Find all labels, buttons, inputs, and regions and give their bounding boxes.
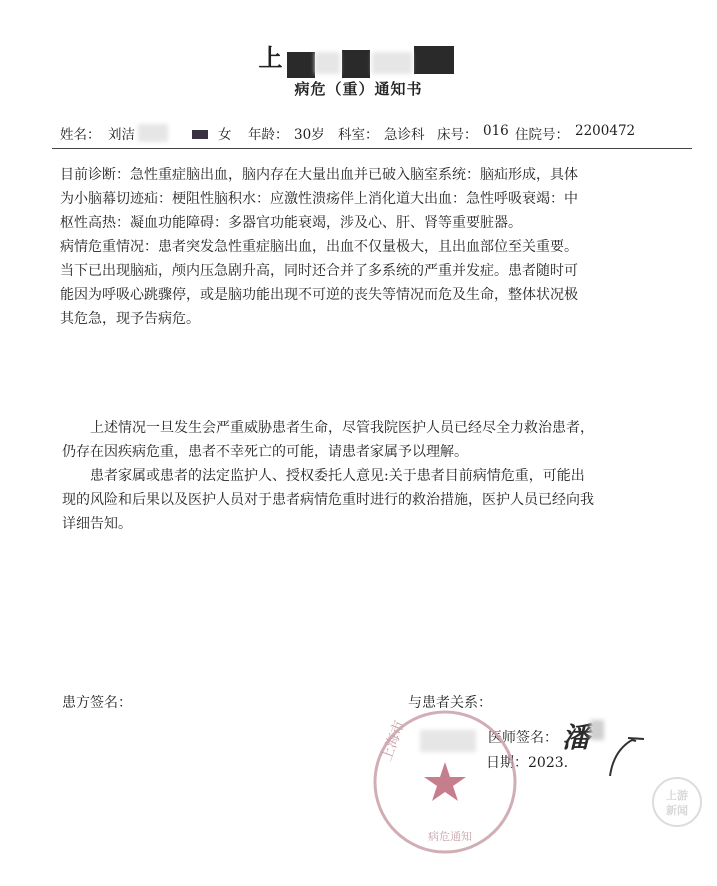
patient-signature-label: 患方签名：: [62, 695, 132, 711]
opinion-line: 现的风险和后果以及医护人员对于患者病情危重时进行的救治措施，医护人员已经向我: [62, 492, 594, 508]
date-label: 日期：2023.: [486, 755, 569, 771]
name-value: 刘洁: [108, 127, 135, 143]
relation-label: 与患者关系：: [408, 695, 492, 711]
diagnosis-line: 枢性高热：凝血功能障碍：多器官功能衰竭，涉及心、肝、肾等重要脏器。: [60, 215, 522, 231]
condition-line: 其危急，现予告病危。: [60, 311, 200, 327]
notice-line: 仍存在因疾病危重，患者不幸死亡的可能，请患者家属予以理解。: [62, 444, 468, 460]
family-opinion-paragraph: [62, 464, 594, 536]
condition-line: 能因为呼吸心跳骤停，或是脑功能出现不可逆的丧失等情况而危及生命，整体状况极: [60, 287, 578, 303]
diagnosis-line: 为小脑幕切迹疝：梗阻性脑积水：应激性溃疡伴上消化道大出血：急性呼吸衰竭：中: [60, 191, 578, 207]
redaction-block: [414, 46, 454, 74]
stamp-bottom-text: 病危通知: [428, 830, 472, 843]
dept-label: 科室：: [338, 127, 379, 143]
redaction-block: [342, 50, 370, 78]
document-title: 病危（重）通知书: [294, 80, 423, 98]
gender-value: 女: [218, 127, 232, 143]
notice-paragraph: [62, 416, 594, 464]
condition-line: 病情危重情况：患者突发急性重症脑出血，出血不仅量极大，且出血部位至关重要。: [60, 239, 578, 255]
condition-paragraph: [60, 235, 578, 331]
bed-label: 床号：: [437, 127, 478, 143]
doctor-signature-char: 潘: [562, 721, 591, 754]
age-label: 年龄：: [248, 127, 289, 143]
redaction-blur: [372, 52, 412, 74]
redaction-blur: [315, 52, 340, 74]
watermark-line1: 上游: [666, 789, 688, 802]
redaction-block: [192, 130, 208, 139]
diagnosis-paragraph: [60, 163, 578, 235]
bed-value: 016: [483, 123, 509, 139]
opinion-line: 详细告知。: [62, 516, 132, 532]
dept-value: 急诊科: [384, 127, 425, 143]
redaction-blur: [138, 124, 168, 142]
news-watermark: [651, 776, 703, 828]
age-value: 30岁: [294, 127, 325, 143]
doctor-signature-label: 医师签名：: [488, 730, 558, 746]
notice-line: 上述情况一旦发生会严重威胁患者生命，尽管我院医护人员已经尽全力救治患者，: [90, 420, 594, 436]
redaction-block: [287, 52, 315, 78]
opinion-line: 患者家属或患者的法定监护人、授权委托人意见:关于患者目前病情危重，可能出: [90, 468, 585, 484]
signature-scribble: [598, 732, 648, 782]
watermark-line2: 新闻: [666, 804, 688, 817]
condition-line: 当下已出现脑疝，颅内压急剧升高，同时还合并了多系统的严重并发症。患者随时可: [60, 263, 578, 279]
header-rule: [52, 148, 692, 149]
admission-value: 2200472: [575, 123, 636, 139]
hospital-stamp: [372, 700, 518, 864]
stamp-text: 上海市: [378, 718, 409, 764]
hospital-name: 上: [258, 44, 283, 72]
admission-label: 住院号：: [515, 127, 569, 143]
diagnosis-line: 目前诊断：急性重症脑出血，脑内存在大量出血并已破入脑室系统：脑疝形成，具体: [60, 167, 578, 183]
name-label: 姓名：: [60, 127, 101, 143]
